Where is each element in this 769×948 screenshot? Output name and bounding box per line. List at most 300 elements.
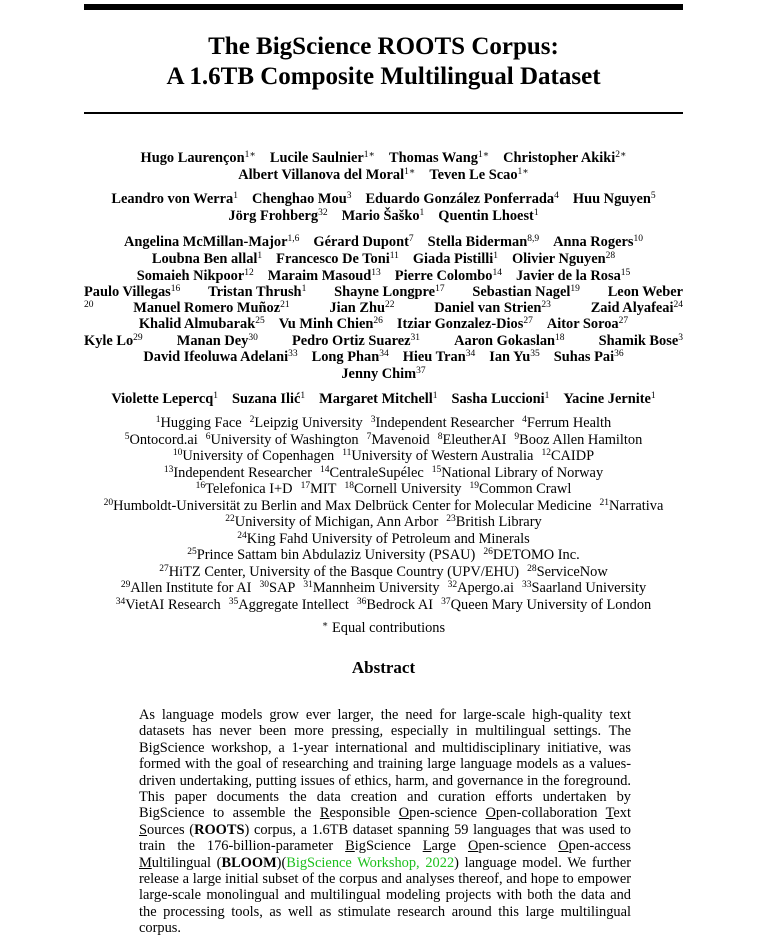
author-line xyxy=(84,349,683,366)
author-name-text: Christopher Akiki xyxy=(503,150,616,166)
affiliation xyxy=(121,580,252,596)
affiliation xyxy=(229,597,349,613)
affiliation-number: 5 xyxy=(124,432,130,442)
author-name-text: Somaieh Nikpoor xyxy=(136,268,245,284)
author-affiliation-mark: 37 xyxy=(416,366,426,376)
author-name xyxy=(238,167,415,183)
expansion-word: pen-science xyxy=(409,805,486,822)
author-affiliation-mark: 1 xyxy=(493,251,498,261)
author-name xyxy=(608,284,683,301)
author-name xyxy=(516,268,630,284)
author-affiliation-mark: 1∗ xyxy=(404,167,416,177)
affiliation xyxy=(250,415,363,431)
acronym-letter: L xyxy=(422,838,432,855)
affiliation-number: 30 xyxy=(259,580,269,590)
author-affiliation-mark: 2∗ xyxy=(615,150,627,160)
affiliation xyxy=(446,514,541,530)
author-affiliation-mark: 22 xyxy=(385,300,395,310)
author-name xyxy=(208,284,306,301)
author-affiliation-mark: 4 xyxy=(554,191,559,201)
affiliation-name: DETOMO Inc. xyxy=(492,547,580,563)
author-line xyxy=(84,316,683,333)
affiliation-number: 34 xyxy=(115,597,126,607)
affiliation xyxy=(448,580,514,596)
affiliation-name: HiTZ Center, University of the Basque Country (UPV/EHU) xyxy=(168,564,520,580)
citation-name: BigScience Workshop xyxy=(286,854,417,871)
author-name-text: Francesco De Toni xyxy=(276,251,390,267)
affiliation-name: Apergo.ai xyxy=(457,580,514,596)
top-rule xyxy=(84,4,683,10)
author-name xyxy=(252,191,352,207)
author-affiliation-mark: 36 xyxy=(614,349,624,359)
author-name-text: Angelina McMillan-Major xyxy=(124,234,288,250)
author-name xyxy=(141,150,256,166)
acronym-letter: S xyxy=(139,821,148,838)
author-name xyxy=(397,316,533,332)
author-affiliation-mark: 10 xyxy=(633,234,643,244)
author-name-text: Gérard Dupont xyxy=(313,234,409,250)
affiliation-number: 33 xyxy=(521,580,532,590)
author-name xyxy=(139,316,265,332)
equal-contribution-mark: ∗ xyxy=(321,620,329,630)
author-name xyxy=(599,333,683,350)
author-affiliation-mark: 1 xyxy=(257,251,263,261)
author-name-text: Lucile Saulnier xyxy=(269,150,364,166)
author-name xyxy=(292,333,420,350)
author-name xyxy=(389,150,489,166)
author-name xyxy=(133,300,289,317)
affiliation-name: VietAI Research xyxy=(125,597,221,613)
author-affiliation-mark: 1∗ xyxy=(363,150,376,160)
affiliation-number: 9 xyxy=(514,432,520,442)
author-name-text: Aitor Soroa xyxy=(546,316,619,332)
affiliation-number: 17 xyxy=(300,481,311,491)
affiliation xyxy=(441,597,651,613)
author-affiliation-mark: 7 xyxy=(408,234,414,244)
affiliation-number: 37 xyxy=(441,597,451,607)
paper-title-line-1: The BigScience ROOTS Corpus: xyxy=(208,33,559,60)
affiliation xyxy=(116,597,221,613)
affiliation-name: ServiceNow xyxy=(536,564,608,580)
affiliation-name: Ontocord.ai xyxy=(129,432,198,448)
affiliation-number: 23 xyxy=(446,514,456,524)
author-line xyxy=(84,150,683,167)
author-name-text: Yacine Jernite xyxy=(563,391,651,407)
author-name xyxy=(276,251,399,267)
author-name-text: Chenghao Mou xyxy=(251,191,347,207)
author-name xyxy=(84,300,94,317)
affiliation-number: 26 xyxy=(483,547,493,557)
author-name-text: Manuel Romero Muñoz xyxy=(133,300,281,316)
author-name xyxy=(434,300,551,317)
author-affiliation-mark: 12 xyxy=(244,268,254,278)
author-name-text: Teven Le Scao xyxy=(429,167,518,183)
author-affiliation-mark: 1 xyxy=(300,391,306,401)
affiliation-number: 35 xyxy=(228,597,239,607)
abstract-heading: Abstract xyxy=(351,658,416,677)
author-name-text: Ian Yu xyxy=(489,349,531,365)
author-name xyxy=(554,349,624,365)
affiliation-number: 22 xyxy=(225,514,235,524)
author-affiliation-mark: 27 xyxy=(523,316,533,326)
affiliation-name: EleutherAI xyxy=(442,432,507,448)
author-name xyxy=(342,208,425,224)
author-name-text: Khalid Almubarak xyxy=(138,316,256,332)
affiliation-name: Narrativa xyxy=(609,498,664,514)
author-affiliation-mark: 3 xyxy=(678,333,683,343)
affiliation-number: 3 xyxy=(370,415,376,425)
affiliation-name: Bedrock AI xyxy=(366,597,434,613)
author-affiliation-mark: 1∗ xyxy=(477,150,490,160)
affiliation xyxy=(104,498,592,514)
author-name xyxy=(228,208,327,224)
author-line xyxy=(84,333,683,350)
affiliation-name: University of Michigan, Ann Arbor xyxy=(234,514,439,530)
affiliation xyxy=(301,481,337,497)
affiliation xyxy=(303,580,439,596)
author-affiliation-mark: 30 xyxy=(248,333,258,343)
author-name-text: Suzana Ilić xyxy=(231,391,301,407)
author-affiliation-mark: 16 xyxy=(170,284,181,294)
author-affiliation-mark: 5 xyxy=(650,191,656,201)
author-line xyxy=(84,300,683,317)
affiliation-number: 6 xyxy=(205,432,211,442)
author-name xyxy=(553,234,643,250)
author-line xyxy=(84,208,683,225)
author-line xyxy=(84,251,683,268)
author-affiliation-mark: 1 xyxy=(233,191,238,201)
affiliation xyxy=(342,448,533,464)
author-affiliation-mark: 1 xyxy=(544,391,550,401)
affiliation xyxy=(196,481,293,497)
author-affiliation-mark: 20 xyxy=(84,300,94,310)
author-affiliation-mark: 1∗ xyxy=(517,167,529,177)
author-name-text: Pedro Ortiz Suarez xyxy=(291,333,411,349)
affiliation xyxy=(367,432,430,448)
author-affiliation-mark: 31 xyxy=(410,333,421,343)
affiliation-name: King Fahd University of Petroleum and Minerals xyxy=(246,531,530,547)
author-name-text: Sebastian Nagel xyxy=(472,284,571,300)
affiliation-name: National Library of Norway xyxy=(441,465,604,481)
author-name xyxy=(84,284,180,301)
author-name-text: Olivier Nguyen xyxy=(511,251,606,267)
author-name-text: Anna Rogers xyxy=(553,234,634,250)
affiliation-name: Telefonica I+D xyxy=(205,481,293,497)
author-affiliation-mark: 34 xyxy=(379,349,389,359)
affiliation-number: 36 xyxy=(356,597,367,607)
author-name xyxy=(177,333,258,350)
expansion-word: ources xyxy=(147,821,185,838)
author-affiliation-mark: 17 xyxy=(435,284,445,294)
affiliation-name: University of Copenhagen xyxy=(182,448,335,464)
author-name xyxy=(137,268,254,284)
affiliation xyxy=(187,547,475,563)
author-name xyxy=(143,349,297,365)
author-name xyxy=(454,333,564,350)
author-line xyxy=(84,268,683,285)
author-name xyxy=(279,316,383,332)
affiliation-number: 14 xyxy=(319,465,330,475)
author-affiliation-mark: 23 xyxy=(541,300,551,310)
affiliation-number: 10 xyxy=(172,448,183,458)
author-name-text: Quentin Lhoest xyxy=(438,208,534,224)
affiliation-number: 28 xyxy=(527,564,537,574)
affiliation xyxy=(237,531,529,547)
author-name-text: Shamik Bose xyxy=(598,333,679,349)
affiliation xyxy=(483,547,579,563)
expansion-word: pen-science xyxy=(478,838,559,855)
affiliation-number: 2 xyxy=(249,415,255,425)
author-affiliation-mark: 11 xyxy=(389,251,399,261)
paper-title-line-2: A 1.6TB Composite Multilingual Dataset xyxy=(166,63,601,90)
affiliation-name: Mannheim University xyxy=(312,580,440,596)
affiliation xyxy=(156,415,242,431)
affiliation-number: 16 xyxy=(195,481,206,491)
affiliation xyxy=(541,448,594,464)
affiliation xyxy=(514,432,642,448)
author-name-text: Kyle Lo xyxy=(84,333,134,349)
author-name xyxy=(428,234,539,250)
author-affiliation-mark: 1∗ xyxy=(244,150,256,160)
affiliation xyxy=(357,597,433,613)
author-affiliation-mark: 29 xyxy=(133,333,143,343)
author-affiliation-mark: 1 xyxy=(301,284,307,294)
acronym-letter: B xyxy=(345,838,355,855)
author-name xyxy=(341,366,425,382)
affiliation-name: Ferrum Health xyxy=(526,415,612,431)
author-name xyxy=(438,208,538,224)
author-name xyxy=(547,316,628,332)
affiliation-number: 27 xyxy=(159,564,169,574)
acronym-letter: O xyxy=(558,838,569,855)
affiliation-number: 18 xyxy=(344,481,354,491)
affiliation-line xyxy=(84,547,683,564)
affiliation-line xyxy=(84,465,683,482)
author-name xyxy=(489,349,539,365)
author-name-text: Aaron Gokaslan xyxy=(454,333,556,349)
affiliation-line xyxy=(84,514,683,531)
affiliation-name: CAIDP xyxy=(550,448,595,464)
author-name-text: Margaret Mitchell xyxy=(319,391,433,407)
author-affiliation-mark: 1 xyxy=(533,208,539,218)
affiliation-number: 24 xyxy=(237,531,247,541)
expansion-word: esponsible xyxy=(329,805,399,822)
author-name-text: Giada Pistilli xyxy=(412,251,494,267)
author-name xyxy=(334,284,444,301)
author-name xyxy=(329,300,394,317)
abstract-body: As language models grow ever larger, the need for large-scale high-quality text datasets has never been more pressing, especially in multilingual settings. The BigScience workshop, a 1-year international and multidisciplinary initiative, was formed with the goal of researching and training large language models as a values-driven undertaking, putting issues of ethics, harm, and governance in the foreground. This paper documents the data creation and curation efforts undertaken by BigScience to assemble the Responsible Open-science Open-collaboration Text Sources (ROOTS) corpus, a 1.6TB dataset spanning 59 languages that was used to train the 176-billion-parameter BigScience Large Open-science Open-access Multilingual (BLOOM)(BigScience Workshop, 2022) language model. We further release a large initial subset of the corpus and analyses thereof, and hope to empower large-scale monolingual and multilingual modeling projects with both the data and the processing tools, as well as stimulate research around this large multilingual corpus. xyxy=(139,707,632,937)
author-name xyxy=(413,251,498,267)
affiliation-line xyxy=(84,432,683,449)
affiliation-name: MIT xyxy=(310,481,337,497)
author-name-text: Vu Minh Chien xyxy=(278,316,374,332)
affiliation xyxy=(469,481,571,497)
affiliation xyxy=(320,465,424,481)
affiliation-number: 29 xyxy=(120,580,131,590)
author-affiliation-mark: 21 xyxy=(280,300,290,310)
author-name xyxy=(319,391,437,407)
affiliation xyxy=(522,415,611,431)
affiliation-name: British Library xyxy=(455,514,542,530)
author-line xyxy=(84,234,683,251)
affiliation-name: Hugging Face xyxy=(160,415,242,431)
author-affiliation-mark: 3 xyxy=(346,191,352,201)
author-affiliation-mark: 13 xyxy=(371,268,381,278)
affiliation-line xyxy=(84,498,683,515)
affiliation xyxy=(173,448,334,464)
author-affiliation-mark: 1,6 xyxy=(287,234,300,244)
author-name xyxy=(84,333,143,350)
expansion-word: ultilingual xyxy=(151,854,211,871)
author-name xyxy=(365,191,558,207)
author-affiliation-mark: 14 xyxy=(492,268,502,278)
affiliation-name: Independent Researcher xyxy=(375,415,515,431)
title-rule xyxy=(84,112,683,114)
affiliation-number: 11 xyxy=(342,448,352,458)
author-name-text: Stella Biderman xyxy=(427,234,528,250)
expansion-word: pen-access xyxy=(568,838,631,855)
affiliation xyxy=(438,432,507,448)
affiliation-name: Humboldt-Universität zu Berlin and Max Delbrück Center for Molecular Medicine xyxy=(113,498,592,514)
affiliation xyxy=(259,580,295,596)
author-affiliation-mark: 1 xyxy=(432,391,438,401)
author-name-text: Leon Weber xyxy=(607,284,683,300)
author-name xyxy=(591,300,683,317)
author-name-text: Maraim Masoud xyxy=(267,268,372,284)
author-name xyxy=(312,349,389,365)
affiliation-name: University of Washington xyxy=(210,432,359,448)
author-name-text: Leandro von Werra xyxy=(111,191,234,207)
expansion-word: igScience xyxy=(354,838,423,855)
affiliation-number: 21 xyxy=(599,498,609,508)
author-name-text: Zaid Alyafeai xyxy=(590,300,674,316)
author-name-text: Huu Nguyen xyxy=(572,191,651,207)
affiliation-line xyxy=(84,531,683,548)
author-name xyxy=(313,234,413,250)
affiliation xyxy=(371,415,514,431)
author-affiliation-mark: 1 xyxy=(419,208,425,218)
author-line xyxy=(84,284,683,301)
affiliation-name: Cornell University xyxy=(353,481,462,497)
author-name xyxy=(124,234,299,250)
affiliation-name: Prince Sattam bin Abdulaziz University (PSAU) xyxy=(196,547,476,563)
affiliation-number: 31 xyxy=(303,580,313,590)
affiliation-name: Booz Allen Hamilton xyxy=(519,432,643,448)
affiliation xyxy=(225,514,438,530)
affiliation-name: Aggregate Intellect xyxy=(238,597,349,613)
author-name-text: Jenny Chim xyxy=(341,366,417,382)
author-name xyxy=(232,391,305,407)
author-name-text: Daniel van Strien xyxy=(434,300,542,316)
author-name-text: Thomas Wang xyxy=(389,150,478,166)
author-name-text: Long Phan xyxy=(311,349,380,365)
affiliation-name: Saarland University xyxy=(531,580,647,596)
affiliation-line xyxy=(84,564,683,581)
author-affiliation-mark: 28 xyxy=(605,251,616,261)
affiliation xyxy=(600,498,664,514)
affiliation-number: 19 xyxy=(469,481,479,491)
author-name xyxy=(111,391,218,407)
author-name-text: Hieu Tran xyxy=(402,349,466,365)
abstract-text-part-2: corpus, a 1.6TB dataset spanning 59 languages that was used to train the 176-billion-parameter xyxy=(139,821,632,855)
author-name-text: Hugo Laurençon xyxy=(140,150,245,166)
author-line xyxy=(84,167,683,184)
abstract-text-part-3: language model. We further release a large initial subset of the corpus and analyses thereof, and hope to empower large-scale monolingual and multilingual modeling projects with both the data and the processing tools, as well as stimulate research around this large multilingual corpus. xyxy=(139,854,632,937)
bloom-acronym: BLOOM xyxy=(221,854,277,871)
author-name xyxy=(503,150,626,166)
author-affiliation-mark: 25 xyxy=(255,316,265,326)
acronym-letter: T xyxy=(605,805,614,822)
author-affiliation-mark: 34 xyxy=(465,349,476,359)
affiliation-line xyxy=(84,580,683,597)
author-name xyxy=(111,191,238,207)
author-line xyxy=(84,191,683,208)
author-name xyxy=(472,284,579,301)
affiliation xyxy=(522,580,646,596)
author-name xyxy=(270,150,375,166)
author-affiliation-mark: 8,9 xyxy=(527,234,540,244)
author-name-text: Loubna Ben allal xyxy=(151,251,258,267)
affiliation-number: 13 xyxy=(163,465,174,475)
affiliation-number: 4 xyxy=(522,415,527,425)
author-affiliation-mark: 27 xyxy=(618,316,629,326)
author-name-text: Shayne Longpre xyxy=(334,284,436,300)
author-name xyxy=(429,167,528,183)
affiliation xyxy=(125,432,198,448)
equal-contribution-text: Equal contributions xyxy=(328,620,446,636)
affiliation-line xyxy=(84,448,683,465)
affiliation-name: Allen Institute for AI xyxy=(130,580,252,596)
affiliation xyxy=(206,432,359,448)
acronym-letter: R xyxy=(319,805,330,822)
acronym-letter: M xyxy=(139,854,152,871)
affiliation-name: Queen Mary University of London xyxy=(450,597,652,613)
affiliation xyxy=(164,465,312,481)
affiliation-number: 1 xyxy=(155,415,161,425)
affiliation-number: 32 xyxy=(447,580,458,590)
author-line xyxy=(84,391,683,408)
affiliation-name: Leipzig University xyxy=(254,415,363,431)
abstract-text-part-1: As language models grow ever larger, the need for large-scale high-quality text datasets has never been more pressing, especially in multilingual settings. The BigScience workshop, a 1-year international and multidisciplinary initiative, was formed with the goal of researching and training large language models as a values-driven undertaking, putting issues of ethics, harm, and governance in the foreground. This paper documents the data creation and curation efforts undertaken by BigScience to assemble the xyxy=(139,707,631,822)
affiliation-line xyxy=(84,597,683,614)
affiliation-number: 25 xyxy=(187,547,197,557)
affiliation-name: Mavenoid xyxy=(371,432,430,448)
author-name-text: Tristan Thrush xyxy=(208,284,302,300)
expansion-word: pen-collaboration xyxy=(495,805,606,822)
affiliation xyxy=(344,481,461,497)
author-name xyxy=(268,268,381,284)
affiliation-number: 7 xyxy=(366,432,372,442)
affiliation-number: 12 xyxy=(541,448,551,458)
citation-year: 2022 xyxy=(425,854,455,871)
author-name-text: Albert Villanova del Moral xyxy=(238,167,405,183)
acronym-letter: O xyxy=(398,805,410,822)
author-name-text: Mario Šaško xyxy=(341,208,420,224)
affiliation-name: Independent Researcher xyxy=(173,465,312,481)
author-name-text: Sasha Luccioni xyxy=(451,391,545,407)
author-name xyxy=(403,349,476,365)
affiliation-number: 8 xyxy=(437,432,443,442)
author-affiliation-mark: 26 xyxy=(373,316,383,326)
expansion-word: ext xyxy=(613,805,631,822)
author-name xyxy=(395,268,502,284)
affiliation-line xyxy=(84,481,683,498)
citation-link[interactable]: BigScience Workshop, 2022 xyxy=(286,854,455,871)
affiliation-name: CentraleSupélec xyxy=(329,465,424,481)
author-name-text: David Ifeoluwa Adelani xyxy=(143,349,289,365)
affiliation-name: Common Crawl xyxy=(478,481,572,497)
author-name-text: Jian Zhu xyxy=(329,300,385,316)
